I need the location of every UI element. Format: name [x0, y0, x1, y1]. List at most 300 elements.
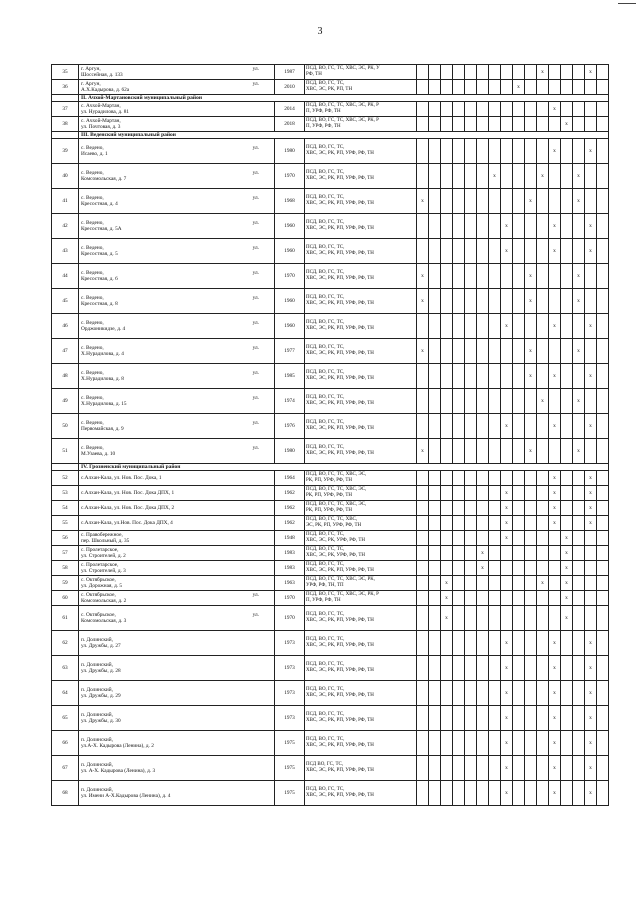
mark-cell: [573, 516, 585, 531]
address-locality: г. Аргун,: [81, 81, 101, 87]
mark-cell: [429, 102, 441, 117]
table-row: [52, 214, 609, 239]
table-row: [52, 631, 609, 656]
housing-program-table: [51, 64, 609, 806]
mark-cell: [441, 781, 453, 806]
mark-cell: [525, 681, 537, 706]
address-locality: с. Пролетарское,: [81, 547, 119, 553]
systems-line: ПСД, ВО, ГС, ТС,: [306, 637, 345, 642]
section-title: IV. Грозненский муниципальный район: [79, 464, 609, 471]
build-year: 1973: [275, 631, 305, 656]
mark-cell: [537, 139, 549, 164]
address-block: [81, 637, 273, 649]
mark-cell: [441, 414, 453, 439]
mark-cell: [585, 80, 597, 95]
mark-cell: [573, 364, 585, 389]
address-cell: [79, 606, 275, 631]
mark-cell: [513, 164, 525, 189]
mark-cell: [537, 561, 549, 576]
table-row: [52, 239, 609, 264]
mark-cell: [429, 164, 441, 189]
systems-line: ХВС, ЭС, РК, РП, УРФ, РФ, ТН: [306, 226, 374, 231]
mark-cell: [453, 501, 465, 516]
mark-cell: [417, 364, 429, 389]
mark-cell: [501, 339, 513, 364]
build-year: 1970: [275, 606, 305, 631]
mark-cell: [537, 439, 549, 464]
mark-cell: [465, 414, 477, 439]
mark-cell: [477, 339, 489, 364]
systems-line: ХВС, ЭС, РК, РП, УРФ, РФ, ТН: [306, 718, 374, 723]
mark-cell: [489, 102, 501, 117]
address-street-type: ул.: [252, 270, 259, 276]
mark-cell: [453, 80, 465, 95]
address-block: [81, 612, 273, 624]
table-row: [52, 591, 609, 606]
mark-cell: [429, 656, 441, 681]
build-year: 1960: [275, 289, 305, 314]
mark-cell: [549, 289, 561, 314]
mark-cell: [561, 516, 573, 531]
mark-cell: [597, 471, 609, 486]
table-row: [52, 389, 609, 414]
row-number: 39: [52, 139, 79, 164]
table-row: [52, 364, 609, 389]
build-year: 1980: [275, 439, 305, 464]
mark-cell: [489, 756, 501, 781]
mark-cell: [477, 164, 489, 189]
mark-cell: [489, 606, 501, 631]
mark-cell: [585, 389, 597, 414]
table-row: [52, 706, 609, 731]
table-row: [52, 289, 609, 314]
mark-cell: [597, 364, 609, 389]
mark-cell: [417, 781, 429, 806]
mark-cell: [465, 364, 477, 389]
mark-cell: [525, 606, 537, 631]
mark-cell: [597, 239, 609, 264]
mark-x: x: [417, 339, 429, 364]
systems-line: ПСД, ВО, ГС, ТС,: [306, 737, 345, 742]
mark-x: x: [549, 139, 561, 164]
systems-line: ХВС, ЭС, РК, РП, УРФ, РФ, ТН: [306, 251, 374, 256]
mark-cell: [465, 117, 477, 132]
mark-cell: [489, 501, 501, 516]
systems-line: ХВС, ЭС, РК, УРФ, РФ, ТН: [306, 538, 366, 543]
mark-cell: [573, 546, 585, 561]
mark-cell: [561, 389, 573, 414]
mark-cell: [525, 80, 537, 95]
address-line-2: ул. Дружбы, д. 28: [81, 668, 121, 674]
systems-line: ПСД, ВО, ГС, ТС,: [306, 270, 345, 275]
mark-cell: [501, 439, 513, 464]
section-num-cell: [52, 464, 79, 471]
mark-cell: [429, 80, 441, 95]
mark-cell: [417, 531, 429, 546]
address-locality: с. Ведено,: [81, 170, 104, 176]
systems-cell: [305, 516, 417, 531]
mark-cell: [513, 486, 525, 501]
systems-cell: [305, 656, 417, 681]
build-year: 2010: [275, 80, 305, 95]
mark-cell: [477, 314, 489, 339]
address-locality: с. Ведено,: [81, 420, 104, 426]
address-locality: с. Октябрьское,: [81, 612, 116, 618]
systems-line: ХВС, ЭС, РК, РП, УРФ, РФ, ТН: [306, 426, 374, 431]
table-row: [52, 781, 609, 806]
mark-cell: [561, 631, 573, 656]
systems-line: П, УРФ, РФ, ТН: [306, 598, 341, 603]
mark-cell: [465, 164, 477, 189]
mark-cell: [501, 471, 513, 486]
mark-cell: [465, 606, 477, 631]
mark-cell: [441, 516, 453, 531]
address-locality: с.Алхан-Кала, ул. Нов. Пос. Дока ДПХ, 1: [81, 490, 175, 496]
systems-cell: [305, 80, 417, 95]
address-street-type: ул.: [252, 420, 259, 426]
mark-cell: [417, 606, 429, 631]
mark-cell: [597, 501, 609, 516]
section-row: [52, 464, 609, 471]
mark-cell: [489, 139, 501, 164]
mark-cell: [597, 516, 609, 531]
address-locality: с. Ведено,: [81, 245, 104, 251]
mark-cell: [561, 164, 573, 189]
mark-x: x: [549, 731, 561, 756]
mark-cell: [561, 314, 573, 339]
systems-cell: [305, 781, 417, 806]
build-year: 1948: [275, 531, 305, 546]
mark-x: x: [585, 516, 597, 531]
mark-cell: [561, 102, 573, 117]
systems-line: ХВС, ЭС, РК, РП, УРФ, РФ, ТН: [306, 668, 374, 673]
mark-cell: [597, 264, 609, 289]
mark-cell: [429, 531, 441, 546]
systems-cell: [305, 439, 417, 464]
address-street-type: ул.: [252, 592, 259, 598]
mark-cell: [597, 214, 609, 239]
mark-cell: [537, 656, 549, 681]
address-block: [81, 712, 273, 724]
systems-line: РФ, ТН: [306, 72, 322, 77]
mark-cell: [549, 389, 561, 414]
mark-cell: [489, 364, 501, 389]
mark-cell: [513, 264, 525, 289]
address-locality: с. Правобережное,: [81, 532, 123, 538]
mark-cell: [429, 117, 441, 132]
address-line-2: Комсомольская, д. 3: [81, 618, 127, 624]
row-number: 56: [52, 531, 79, 546]
mark-cell: [489, 531, 501, 546]
address-line-2: Кресостная, д. 5: [81, 251, 118, 257]
mark-cell: [417, 164, 429, 189]
mark-x: x: [501, 781, 513, 806]
mark-cell: [477, 364, 489, 389]
systems-line: ПСД, ВО, ГС, ТС, ХВС, ЭС, РК, Р: [306, 592, 379, 597]
mark-cell: [489, 781, 501, 806]
mark-cell: [561, 781, 573, 806]
mark-cell: [537, 264, 549, 289]
build-year: 1977: [275, 339, 305, 364]
mark-x: x: [549, 706, 561, 731]
mark-cell: [501, 364, 513, 389]
mark-cell: [465, 516, 477, 531]
mark-x: x: [501, 681, 513, 706]
systems-line: ПСД, ВО, ГС, ТС,: [306, 395, 345, 400]
systems-cell: [305, 681, 417, 706]
mark-cell: [561, 264, 573, 289]
mark-cell: [441, 486, 453, 501]
mark-cell: [513, 591, 525, 606]
mark-cell: [501, 117, 513, 132]
mark-cell: [465, 561, 477, 576]
systems-line: ПСД, ВО, ГС, ТС,: [306, 612, 345, 617]
address-line-1: [81, 490, 273, 496]
mark-cell: [561, 501, 573, 516]
mark-cell: [525, 239, 537, 264]
mark-cell: [453, 591, 465, 606]
mark-cell: [477, 139, 489, 164]
systems-line: ПСД, ВО, ГС, ТС,: [306, 81, 345, 86]
mark-cell: [453, 656, 465, 681]
mark-cell: [465, 389, 477, 414]
mark-cell: [513, 706, 525, 731]
mark-cell: [561, 139, 573, 164]
address-cell: [79, 214, 275, 239]
mark-cell: [597, 681, 609, 706]
mark-cell: [513, 117, 525, 132]
table-row: [52, 531, 609, 546]
address-block: [81, 762, 273, 774]
mark-cell: [465, 80, 477, 95]
mark-cell: [501, 102, 513, 117]
mark-cell: [561, 656, 573, 681]
row-number: 62: [52, 631, 79, 656]
mark-cell: [417, 117, 429, 132]
mark-x: x: [585, 239, 597, 264]
systems-line: ПСД, ВО, ГС, ТС, ХВС,: [306, 517, 358, 522]
mark-cell: [477, 606, 489, 631]
systems-line: РК, РП, УРФ, РФ, ТН: [306, 508, 353, 513]
mark-x: x: [417, 439, 429, 464]
systems-line: ПСД, ВО, ГС, ТС,: [306, 345, 345, 350]
address-cell: [79, 439, 275, 464]
mark-cell: [429, 501, 441, 516]
address-line-2: ул. А-Х. Кадырова (Ленина), д. 3: [81, 768, 156, 774]
table-row: [52, 264, 609, 289]
mark-cell: [429, 389, 441, 414]
mark-x: x: [525, 264, 537, 289]
build-year: 1975: [275, 781, 305, 806]
address-cell: [79, 239, 275, 264]
mark-cell: [417, 576, 429, 591]
row-number: 41: [52, 189, 79, 214]
mark-cell: [501, 591, 513, 606]
mark-x: x: [585, 656, 597, 681]
row-number: 60: [52, 591, 79, 606]
address-cell: [79, 486, 275, 501]
mark-cell: [501, 389, 513, 414]
mark-x: x: [549, 239, 561, 264]
mark-x: x: [585, 756, 597, 781]
mark-cell: [441, 339, 453, 364]
mark-x: x: [585, 314, 597, 339]
mark-cell: [597, 486, 609, 501]
address-line-2: ул. Строителей, д. 3: [81, 568, 126, 574]
mark-cell: [537, 239, 549, 264]
mark-cell: [573, 561, 585, 576]
systems-cell: [305, 214, 417, 239]
address-line-2: ул. Дружбы, д. 29: [81, 693, 121, 699]
table-row: [52, 439, 609, 464]
mark-cell: [441, 102, 453, 117]
mark-cell: [453, 339, 465, 364]
mark-cell: [561, 486, 573, 501]
address-cell: [79, 546, 275, 561]
table-row: [52, 731, 609, 756]
address-locality: п. Долинский,: [81, 787, 113, 793]
mark-cell: [597, 439, 609, 464]
mark-cell: [417, 486, 429, 501]
build-year: 2014: [275, 102, 305, 117]
mark-x: x: [525, 364, 537, 389]
mark-cell: [513, 546, 525, 561]
table-row: [52, 65, 609, 80]
mark-x: x: [501, 414, 513, 439]
mark-cell: [441, 65, 453, 80]
mark-cell: [429, 516, 441, 531]
mark-cell: [441, 117, 453, 132]
mark-cell: [597, 576, 609, 591]
address-block: [81, 395, 273, 407]
mark-cell: [489, 214, 501, 239]
address-cell: [79, 80, 275, 95]
systems-cell: [305, 339, 417, 364]
build-year: 1973: [275, 656, 305, 681]
mark-cell: [573, 117, 585, 132]
mark-cell: [465, 576, 477, 591]
systems-line: ХВС, ЭС, РК, РП, УРФ, РФ, ТН: [306, 643, 374, 648]
address-locality: с. Пролетарское,: [81, 562, 119, 568]
mark-cell: [597, 656, 609, 681]
address-block: [81, 145, 273, 157]
mark-cell: [525, 591, 537, 606]
mark-cell: [597, 117, 609, 132]
systems-line: ПСД, ВО, ГС, ТС,: [306, 662, 345, 667]
mark-cell: [441, 501, 453, 516]
mark-cell: [453, 264, 465, 289]
systems-cell: [305, 471, 417, 486]
mark-x: x: [513, 80, 525, 95]
mark-cell: [417, 314, 429, 339]
mark-cell: [513, 756, 525, 781]
mark-cell: [429, 439, 441, 464]
mark-cell: [465, 65, 477, 80]
address-line-2: Кресостная, д. 5А: [81, 226, 122, 232]
mark-cell: [465, 706, 477, 731]
mark-x: x: [549, 631, 561, 656]
systems-cell: [305, 531, 417, 546]
systems-line: РК, РП, УРФ, РФ, ТН: [306, 493, 353, 498]
address-block: [81, 490, 273, 496]
systems-line: ХВС, ЭС, РК, РП, УРФ, РФ, ТН: [306, 376, 374, 381]
mark-cell: [441, 80, 453, 95]
mark-cell: [585, 189, 597, 214]
address-cell: [79, 756, 275, 781]
address-cell: [79, 414, 275, 439]
mark-x: x: [501, 239, 513, 264]
systems-line: ПСД, ВО, ГС, ТС,: [306, 170, 345, 175]
address-street-type: ул.: [252, 295, 259, 301]
mark-cell: [453, 164, 465, 189]
mark-cell: [489, 706, 501, 731]
mark-cell: [429, 591, 441, 606]
mark-cell: [441, 681, 453, 706]
mark-x: x: [549, 486, 561, 501]
mark-cell: [441, 239, 453, 264]
address-block: [81, 662, 273, 674]
mark-cell: [453, 516, 465, 531]
systems-line: ХВС, ЭС, РК, РП, ТН: [306, 87, 353, 92]
address-cell: [79, 531, 275, 546]
address-block: [81, 445, 273, 457]
mark-cell: [585, 561, 597, 576]
mark-cell: [477, 576, 489, 591]
mark-cell: [489, 681, 501, 706]
systems-line: ПСД, ВО, ГС, ТС, ХВС, ЭС, РК, У: [306, 66, 380, 71]
mark-cell: [597, 531, 609, 546]
address-locality: с.Алхан-Кала, ул. Нов. Пос. Дока ДПХ, 2: [81, 505, 175, 511]
address-street-type: ул.: [252, 345, 259, 351]
address-cell: [79, 189, 275, 214]
mark-x: x: [525, 339, 537, 364]
mark-cell: [549, 561, 561, 576]
mark-x: x: [585, 65, 597, 80]
mark-cell: [417, 102, 429, 117]
address-line-1: [81, 475, 273, 481]
mark-cell: [441, 439, 453, 464]
mark-cell: [417, 731, 429, 756]
address-line-2: ул. Имени А-Х.Кадырова (Ленина), д. 4: [81, 793, 171, 799]
address-locality: с. Ведено,: [81, 320, 104, 326]
mark-cell: [429, 214, 441, 239]
systems-line: ПСД, ВО, ГС, ТС, ХВС, ЭС,: [306, 502, 367, 507]
systems-line: П, УРФ, РФ, ТН: [306, 109, 341, 114]
address-block: [81, 320, 273, 332]
mark-cell: [501, 65, 513, 80]
mark-cell: [513, 339, 525, 364]
mark-cell: [573, 214, 585, 239]
mark-x: x: [561, 531, 573, 546]
mark-cell: [465, 591, 477, 606]
mark-x: x: [537, 576, 549, 591]
systems-line: ПСД, ВО, ГС, ТС,: [306, 245, 345, 250]
mark-cell: [573, 756, 585, 781]
mark-cell: [441, 189, 453, 214]
mark-x: x: [441, 606, 453, 631]
mark-cell: [465, 289, 477, 314]
systems-cell: [305, 606, 417, 631]
mark-cell: [573, 314, 585, 339]
mark-cell: [453, 389, 465, 414]
mark-x: x: [501, 706, 513, 731]
address-block: [81, 475, 273, 481]
mark-cell: [441, 314, 453, 339]
mark-x: x: [501, 656, 513, 681]
mark-cell: [549, 164, 561, 189]
mark-cell: [465, 531, 477, 546]
mark-cell: [597, 781, 609, 806]
